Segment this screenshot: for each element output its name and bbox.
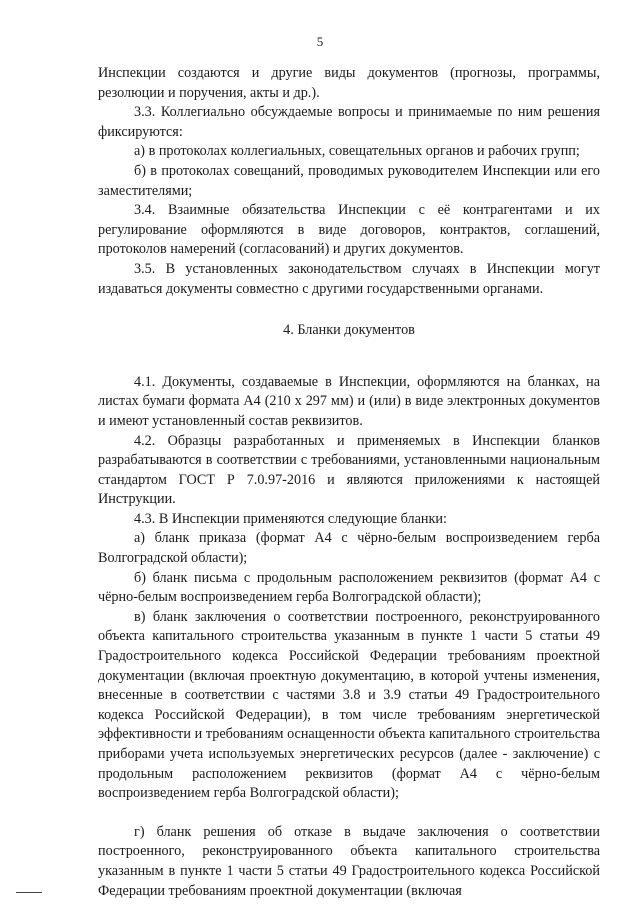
paragraph-4-3-g: г) бланк решения об отказе в выдаче заключения о соответствии построенного, реконструированного объекта капитального строительства указанным в пункте 1 части 5 статьи 49 Градостроительного кодекса Российской Федерации требованиям проектной документации (включая: [98, 823, 600, 899]
footnote-divider: [16, 892, 42, 893]
paragraph-4-3-a: а) бланк приказа (формат А4 с чёрно-белым воспроизведением герба Волгоградской области);: [98, 530, 600, 567]
paragraph-4-3-b: б) бланк письма с продольным расположением реквизитов (формат А4 с чёрно-белым воспроизведением герба Волгоградской области);: [98, 569, 600, 606]
paragraph-3-3: 3.3. Коллегиально обсуждаемые вопросы и принимаемые по ним решения фиксируются:: [98, 104, 600, 140]
paragraph-4-1: 4.1. Документы, создаваемые в Инспекции, оформляются на бланках, на листах бумаги формата А4 (210 х 297 мм) и (или) в виде электронных документов и имеют установленный состав реквизитов.: [98, 373, 600, 429]
paragraph-3-5: 3.5. В установленных законодательством случаях в Инспекции могут издаваться документы совместно с другими государственными органами.: [98, 260, 600, 297]
paragraph-3-3-a: а) в протоколах коллегиальных, совещательных органов и рабочих групп;: [134, 143, 580, 160]
paragraph-3-4: 3.4. Взаимные обязательства Инспекции с её контрагентами и их регулирование оформляются в виде договоров, контрактов, соглашений, протоколов намерений (согласований) и других документов.: [98, 202, 600, 258]
document-body: [98, 64, 600, 901]
paragraph-3-3-b: б) в протоколах совещаний, проводимых руководителем Инспекции или его заместителями;: [98, 162, 600, 199]
section-title: 4. Бланки документов: [283, 322, 415, 339]
paragraph-continuation: Инспекции создаются и другие виды документов (прогнозы, программы, резолюции и поручения, акты и др.).: [98, 65, 600, 101]
paragraph-4-3: 4.3. В Инспекции применяются следующие бланки:: [134, 510, 447, 527]
paragraph-4-2: 4.2. Образцы разработанных и применяемых в Инспекции бланков разрабатываются в соответствии с требованиями, установленными национальным стандартом ГОСТ Р 7.0.97-2016 и являются приложениями к настоящей Инструкции.: [98, 432, 600, 508]
page-number: 5: [316, 34, 324, 49]
paragraph-4-3-v: в) бланк заключения о соответствии построенного, реконструированного объекта капитального строительства указанным в пункте 1 части 5 статьи 49 Градостроительного кодекса Российской Федерации требованиям проектной документации (включая проектную документацию, в которой учтены изменения, внесенные в соответствии с частями 3.8 и 3.9 статьи 49 Градостроительного кодекса Российской Федерации), в том числе требованиям энергетической эффективности и требованиям оснащенности объекта капитального строительства приборами учета используемых энергетических ресурсов (далее - заключение) с продольным расположением реквизитов (формат А4 с чёрно-белым воспроизведением герба Волгоградской области);: [98, 608, 600, 802]
